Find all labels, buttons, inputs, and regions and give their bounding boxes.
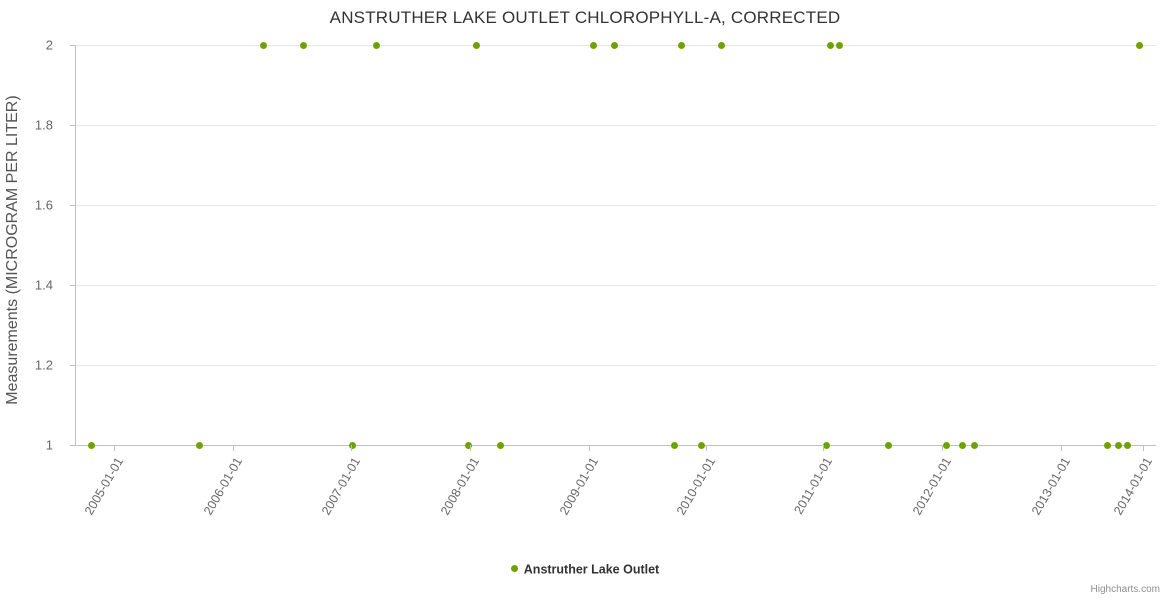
legend-item-label[interactable]: Anstruther Lake Outlet <box>523 562 660 577</box>
data-point[interactable] <box>590 42 597 49</box>
x-axis-tick <box>114 445 115 451</box>
y-axis-tick <box>70 125 76 126</box>
x-axis-tick <box>706 445 707 451</box>
data-point[interactable] <box>671 442 678 449</box>
data-point[interactable] <box>196 442 203 449</box>
data-point[interactable] <box>698 442 705 449</box>
data-point[interactable] <box>943 442 950 449</box>
x-axis-tick <box>470 445 471 451</box>
data-point[interactable] <box>373 42 380 49</box>
chart-legend[interactable] <box>0 562 1170 577</box>
chart-title: ANSTRUTHER LAKE OUTLET CHLOROPHYLL-A, CORRECTED <box>329 8 841 27</box>
data-point[interactable] <box>836 42 843 49</box>
x-axis-tick <box>1061 445 1062 451</box>
gridline <box>76 125 1156 126</box>
x-axis-tick <box>942 445 943 451</box>
x-axis-tick-label: 2010-01-01 <box>673 455 718 518</box>
data-point[interactable] <box>959 442 966 449</box>
x-axis-tick-label: 2012-01-01 <box>910 455 955 518</box>
data-point[interactable] <box>88 442 95 449</box>
data-point[interactable] <box>473 42 480 49</box>
data-point[interactable] <box>885 442 892 449</box>
gridline <box>76 285 1156 286</box>
y-axis-tick-label: 1.4 <box>34 277 53 293</box>
data-point[interactable] <box>718 42 725 49</box>
y-axis-tick <box>70 285 76 286</box>
credits-label: Highcharts.com <box>1090 584 1160 595</box>
y-axis-tick-label: 1.8 <box>34 117 53 133</box>
data-point[interactable] <box>1124 442 1131 449</box>
data-point[interactable] <box>349 442 356 449</box>
x-axis-tick-label: 2014-01-01 <box>1111 455 1156 518</box>
x-axis-tick <box>589 445 590 451</box>
data-point[interactable] <box>300 42 307 49</box>
y-axis-tick-label: 1.6 <box>34 197 53 213</box>
x-axis-tick-label: 2013-01-01 <box>1028 455 1074 518</box>
x-axis-tick-label: 2005-01-01 <box>81 455 126 518</box>
y-axis-title <box>0 45 26 455</box>
y-axis-tick-label: 2 <box>45 37 53 53</box>
x-axis-tick-label: 2007-01-01 <box>319 455 364 518</box>
data-point[interactable] <box>971 442 978 449</box>
legend-marker-icon <box>511 565 518 572</box>
x-axis-tick-label: 2009-01-01 <box>557 455 602 518</box>
y-axis-tick <box>70 45 76 46</box>
data-point[interactable] <box>1115 442 1122 449</box>
data-point[interactable] <box>1104 442 1111 449</box>
x-axis-tick <box>1143 445 1144 451</box>
y-axis-tick-label: 1.2 <box>34 357 53 373</box>
gridline <box>76 365 1156 366</box>
data-point[interactable] <box>678 42 685 49</box>
gridline <box>76 445 1156 446</box>
y-axis-tick <box>70 445 76 446</box>
data-point[interactable] <box>611 42 618 49</box>
gridline <box>76 205 1156 206</box>
data-point[interactable] <box>827 42 834 49</box>
x-axis-tick-label: 2008-01-01 <box>438 455 483 518</box>
x-axis-tick <box>823 445 824 451</box>
plot-area <box>34 37 1156 518</box>
data-point[interactable] <box>260 42 267 49</box>
y-axis-tick-label: 1 <box>45 437 53 453</box>
y-axis-title-text: Measurements (MICROGRAM PER LITER) <box>4 95 21 405</box>
y-axis-tick <box>70 205 76 206</box>
x-axis-tick-label: 2006-01-01 <box>200 455 245 518</box>
data-point[interactable] <box>1136 42 1143 49</box>
x-axis-tick <box>351 445 352 451</box>
x-axis-tick-label: 2011-01-01 <box>791 455 836 517</box>
x-axis-tick <box>233 445 234 451</box>
y-axis-tick <box>70 365 76 366</box>
data-point[interactable] <box>497 442 504 449</box>
